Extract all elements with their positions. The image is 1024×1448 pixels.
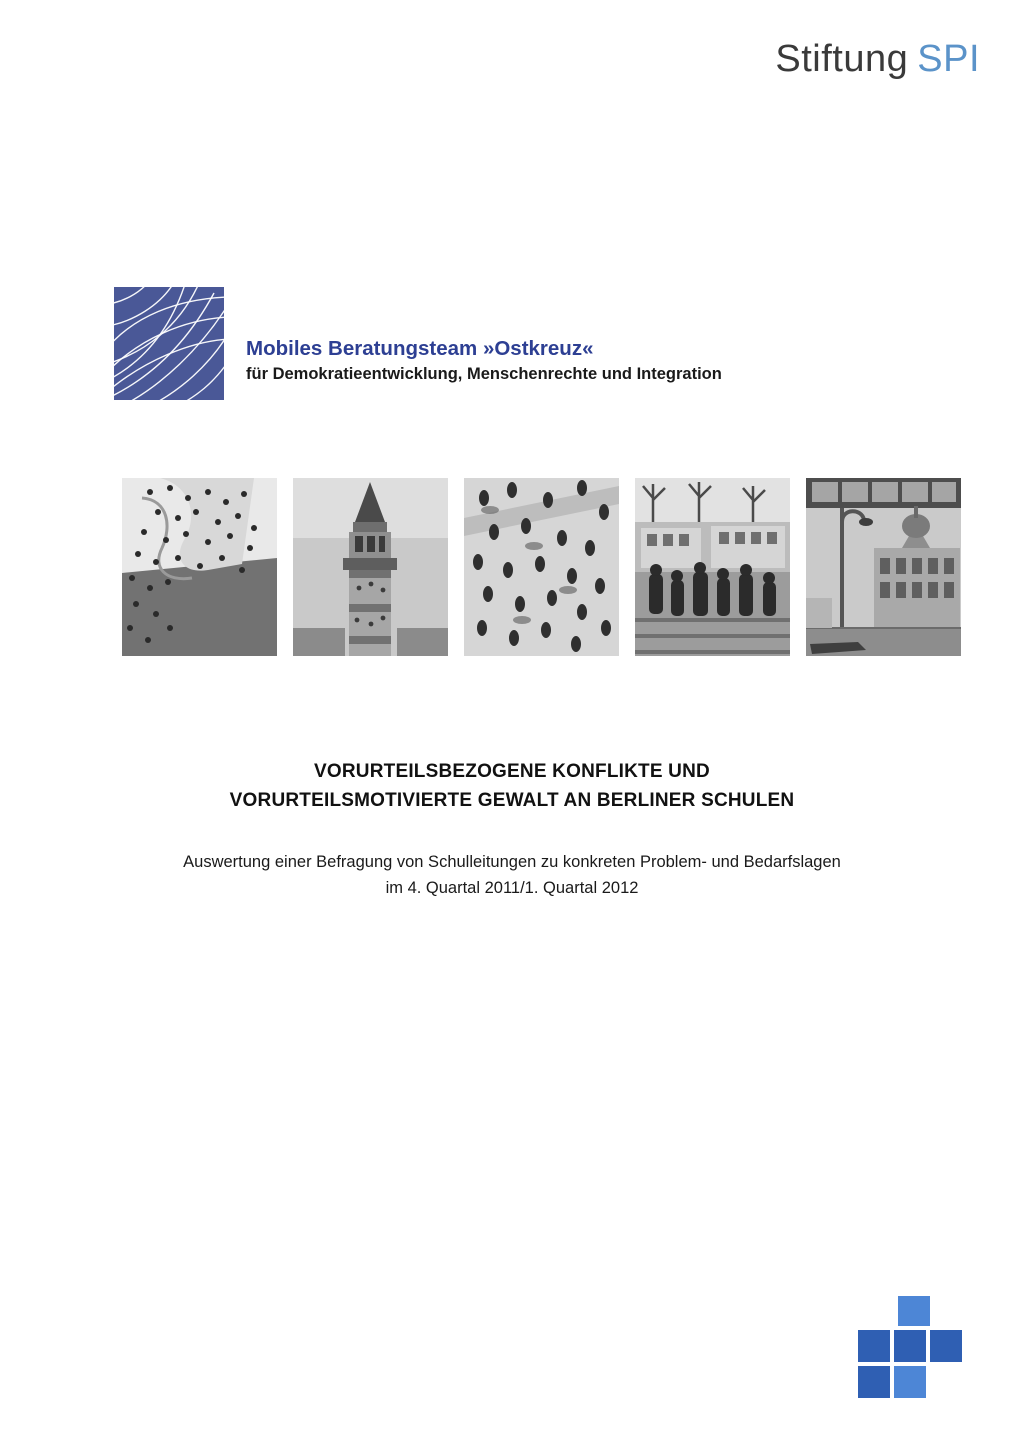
photo-crowd-aerial: [464, 478, 619, 656]
page-subtitle-line-1: Auswertung einer Befragung von Schulleitungen zu konkreten Problem- und Bedarfslagen: [183, 853, 841, 871]
organisation-text: [246, 287, 722, 384]
stiftung-spi-logo: [775, 38, 980, 81]
photo-strip: [122, 478, 961, 656]
spi-blocks-logo-icon: [858, 1296, 962, 1400]
page-title: [0, 757, 1024, 816]
globe-grid-logo-icon: [114, 287, 224, 400]
photo-schoolyard-crowd: [635, 478, 790, 656]
photo-street-synagogue: [806, 478, 961, 656]
organisation-title: Mobiles Beratungsteam »Ostkreuz«: [246, 337, 594, 360]
organisation-block: [114, 287, 722, 400]
organisation-subtitle: für Demokratieentwicklung, Menschenrechte und Integration: [246, 364, 722, 383]
page-subtitle-line-2: im 4. Quartal 2011/1. Quartal 2012: [385, 878, 639, 897]
page-title-line-2: VORURTEILSMOTIVIERTE GEWALT AN BERLINER SCHULEN: [229, 790, 795, 812]
photo-sculpture-dots: [122, 478, 277, 656]
page-subtitle: [0, 850, 1024, 901]
brand-stiftung-text: Stiftung: [775, 38, 909, 80]
photo-minaret-tower: [293, 478, 448, 656]
brand-spi-text: SPI: [917, 38, 980, 80]
page-title-line-1: VORURTEILSBEZOGENE KONFLIKTE UND: [314, 761, 710, 782]
